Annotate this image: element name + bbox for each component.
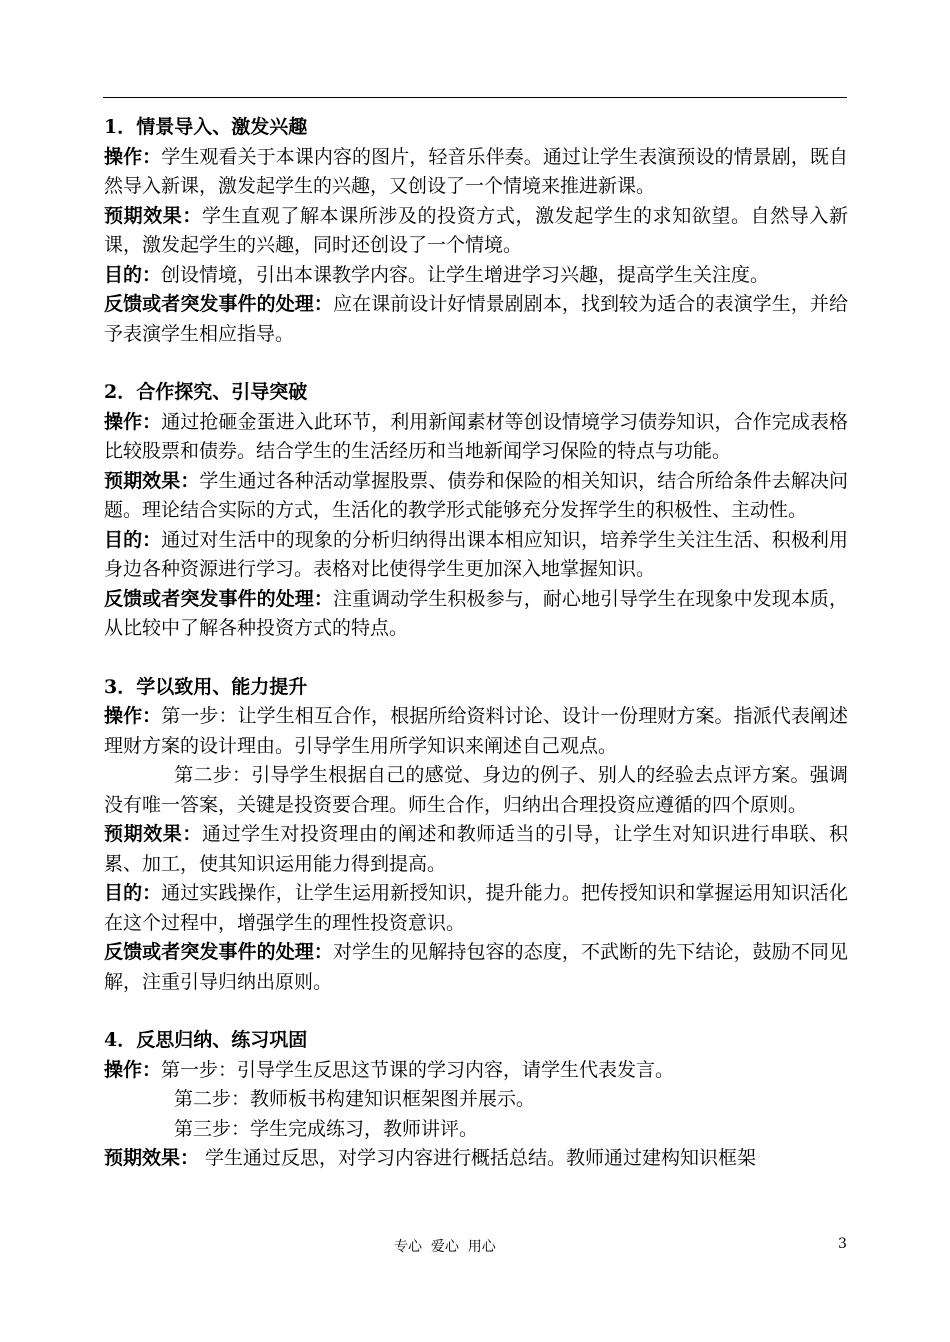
section-3 [104,673,848,998]
section-spacer [104,997,848,1026]
expected-effect-paragraph [104,820,848,879]
expected-effect-label: 预期效果： [104,469,200,492]
operation-step-1 [104,1056,848,1086]
operation-text: 通过抢砸金蛋进入此环节，利用新闻素材等创设情境学习债券知识，合作完成表格比较股票和债券。结合学生的生活经历和当地新闻学习保险的特点与功能。 [104,410,848,462]
feedback-text: 应在课前设计好情景剧剧本，找到较为适合的表演学生，并给予表演学生相应指导。 [104,293,848,345]
operation-step-1 [104,702,848,761]
operation-label: 操作： [104,705,162,727]
section-spacer [104,644,848,673]
footer-motto: 专心 爱心 用心 [394,1239,496,1255]
purpose-label: 目的： [104,263,162,286]
expected-effect-text: 学生直观了解本课所涉及的投资方式，激发起学生的求知欲望。自然导入新课，激发起学生的兴趣，同时还创设了一个情境。 [104,204,848,256]
purpose-paragraph [104,879,848,938]
header-rule [103,97,847,98]
feedback-text: 对学生的见解持包容的态度，不武断的先下结论，鼓励不同见解，注重引导归纳出原则。 [104,941,848,993]
expected-effect-label: 预期效果： [104,204,202,227]
section-heading: 1．情景导入、激发兴趣 [104,116,308,138]
operation-step-text: 第一步：让学生相互合作，根据所给资料讨论、设计一份理财方案。指派代表阐述理财方案的设计理由。引导学生用所学知识来阐述自己观点。 [104,705,848,757]
expected-effect-text: 学生通过各种活动掌握股票、债券和保险的相关知识，结合所给条件去解决问题。理论结合实际的方式，生活化的教学形式能够充分发挥学生的积极性、主动性。 [104,469,848,521]
purpose-label: 目的： [104,528,162,551]
operation-label: 操作： [104,410,162,433]
section-spacer [104,349,848,378]
page-number: 3 [838,1236,847,1252]
expected-effect-label: 预期效果： [104,823,202,845]
feedback-label: 反馈或者突发事件的处理： [104,293,333,315]
purpose-paragraph [104,261,848,291]
purpose-label: 目的： [104,882,162,904]
section-2 [104,378,848,644]
operation-label: 操作： [104,145,162,168]
document-body [104,113,848,1174]
feedback-label: 反馈或者突发事件的处理： [104,587,333,610]
expected-effect-paragraph [104,1144,848,1174]
section-heading: 2．合作探究、引导突破 [104,381,308,403]
operation-paragraph [104,143,848,202]
expected-effect-text: 学生通过反思，对学习内容进行概括总结。教师通过建构知识框架 [199,1147,757,1169]
operation-step-2 [104,761,848,820]
section-heading: 4．反思归纳、练习巩固 [104,1029,308,1051]
expected-effect-paragraph [104,467,848,526]
purpose-text: 通过对生活中的现象的分析归纳得出课本相应知识，培养学生关注生活、积极利用身边各种资源进行学习。表格对比使得学生更加深入地掌握知识。 [104,528,848,580]
expected-effect-text: 通过学生对投资理由的阐述和教师适当的引导，让学生对知识进行串联、积累、加工，使其知识运用能力得到提高。 [104,823,848,875]
feedback-paragraph [104,290,848,349]
operation-paragraph [104,408,848,467]
feedback-text: 注重调动学生积极参与，耐心地引导学生在现象中发现本质，从比较中了解各种投资方式的特点。 [104,587,848,639]
operation-label: 操作： [104,1058,162,1081]
expected-effect-paragraph [104,202,848,261]
purpose-text: 创设情境，引出本课教学内容。让学生增进学习兴趣，提高学生关注度。 [161,263,770,286]
operation-step-text: 第一步：引导学生反思这节课的学习内容，请学生代表发言。 [161,1058,675,1081]
feedback-paragraph [104,938,848,997]
feedback-label: 反馈或者突发事件的处理： [104,941,333,963]
operation-text: 学生观看关于本课内容的图片，轻音乐伴奏。通过让学生表演预设的情景剧，既自然导入新课，激发起学生的兴趣，又创设了一个情境来推进新课。 [104,145,848,197]
section-1 [104,113,848,349]
operation-step-3: 第三步：学生完成练习，教师讲评。 [174,1117,479,1140]
feedback-paragraph [104,585,848,644]
purpose-text: 通过实践操作，让学生运用新授知识，提升能力。把传授知识和掌握运用知识活化在这个过程中，增强学生的理性投资意识。 [104,882,848,934]
section-4 [104,1026,848,1174]
section-heading: 3．学以致用、能力提升 [104,675,308,698]
purpose-paragraph [104,526,848,585]
operation-step-2: 第二步：教师板书构建知识框架图并展示。 [174,1088,536,1110]
expected-effect-label: 预期效果： [104,1147,200,1169]
operation-step-text: 第二步：引导学生根据自己的感觉、身边的例子、别人的经验去点评方案。强调没有唯一答案，关键是投资要合理。师生合作，归纳出合理投资应遵循的四个原则。 [104,764,848,816]
